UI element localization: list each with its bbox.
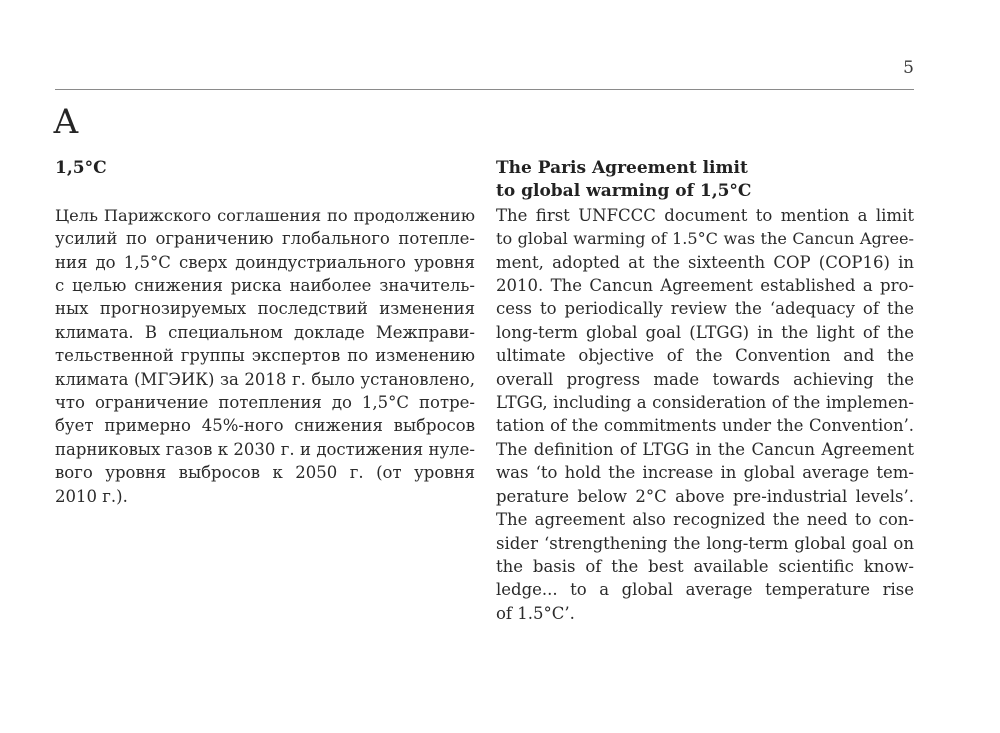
- text-line: tation of the commitments under the Convention’.: [496, 416, 914, 436]
- text-line: бует примерно 45%-ного снижения выбросов: [55, 416, 475, 436]
- text-line: тельственной группы экспертов по изменению: [55, 346, 475, 366]
- page-number: 5: [903, 58, 914, 78]
- right-column: [496, 157, 914, 625]
- entry-heading-ru-text: 1,5°C: [55, 158, 107, 178]
- entry-heading-en: [496, 157, 914, 204]
- text-line: sider ‘strengthening the long-term global goal on: [496, 533, 914, 553]
- text-line: усилий по ограничению глобального потепле-: [55, 229, 475, 249]
- text-line: the basis of the best available scientific know-: [496, 556, 914, 576]
- header-rule: [55, 89, 914, 90]
- text-line: что ограничение потепления до 1,5°C потре-: [55, 393, 475, 413]
- text-line: климата (МГЭИК) за 2018 г. было установлено,: [55, 369, 475, 389]
- text-line: ledge... to a global average temperature rise: [496, 580, 914, 600]
- text-line: perature below 2°C above pre-industrial levels’.: [496, 486, 914, 506]
- text-line: The definition of LTGG in the Cancun Agreement: [496, 439, 914, 459]
- text-line: 2010 г.).: [55, 486, 128, 506]
- text-line: ultimate objective of the Convention and the: [496, 346, 914, 366]
- text-line: ных прогнозируемых последствий изменения: [55, 299, 475, 319]
- text-line: климата. В специальном докладе Межправи-: [55, 322, 475, 342]
- text-line: LTGG, including a consideration of the implemen-: [496, 393, 914, 413]
- text-line: ния до 1,5°C сверх доиндустриального уровня: [55, 252, 475, 272]
- text-line: was ‘to hold the increase in global average tem-: [496, 463, 914, 483]
- text-line: long-term global goal (LTGG) in the light of the: [496, 322, 914, 342]
- section-letter: А: [53, 102, 79, 142]
- text-line: вого уровня выбросов к 2050 г. (от уровня: [55, 463, 475, 483]
- text-line: cess to periodically review the ‘adequacy of the: [496, 299, 914, 319]
- text-line: of 1.5°C’.: [496, 603, 575, 623]
- text-line: Цель Парижского соглашения по продолжению: [55, 205, 475, 225]
- text-line: to global warming of 1.5°C was the Cancun Agree-: [496, 229, 914, 249]
- text-line: с целью снижения риска наиболее значитель-: [55, 276, 475, 296]
- entry-heading-ru: [55, 157, 475, 180]
- entry-body-en: [496, 204, 914, 625]
- entry-body-ru: [55, 204, 475, 508]
- text-line: The first UNFCCC document to mention a limit: [496, 205, 914, 225]
- left-column: [55, 157, 475, 508]
- entry-heading-en-line: to global warming of 1,5°C: [496, 181, 752, 202]
- text-line: 2010. The Cancun Agreement established a pro-: [496, 276, 914, 296]
- heading-spacer: [55, 180, 475, 203]
- text-line: ment, adopted at the sixteenth COP (COP16) in: [496, 252, 914, 272]
- entry-heading-en-line: The Paris Agreement limit: [496, 158, 748, 178]
- text-line: overall progress made towards achieving the: [496, 369, 914, 389]
- text-line: The agreement also recognized the need to con-: [496, 510, 914, 530]
- text-line: парниковых газов к 2030 г. и достижения нуле-: [55, 439, 475, 459]
